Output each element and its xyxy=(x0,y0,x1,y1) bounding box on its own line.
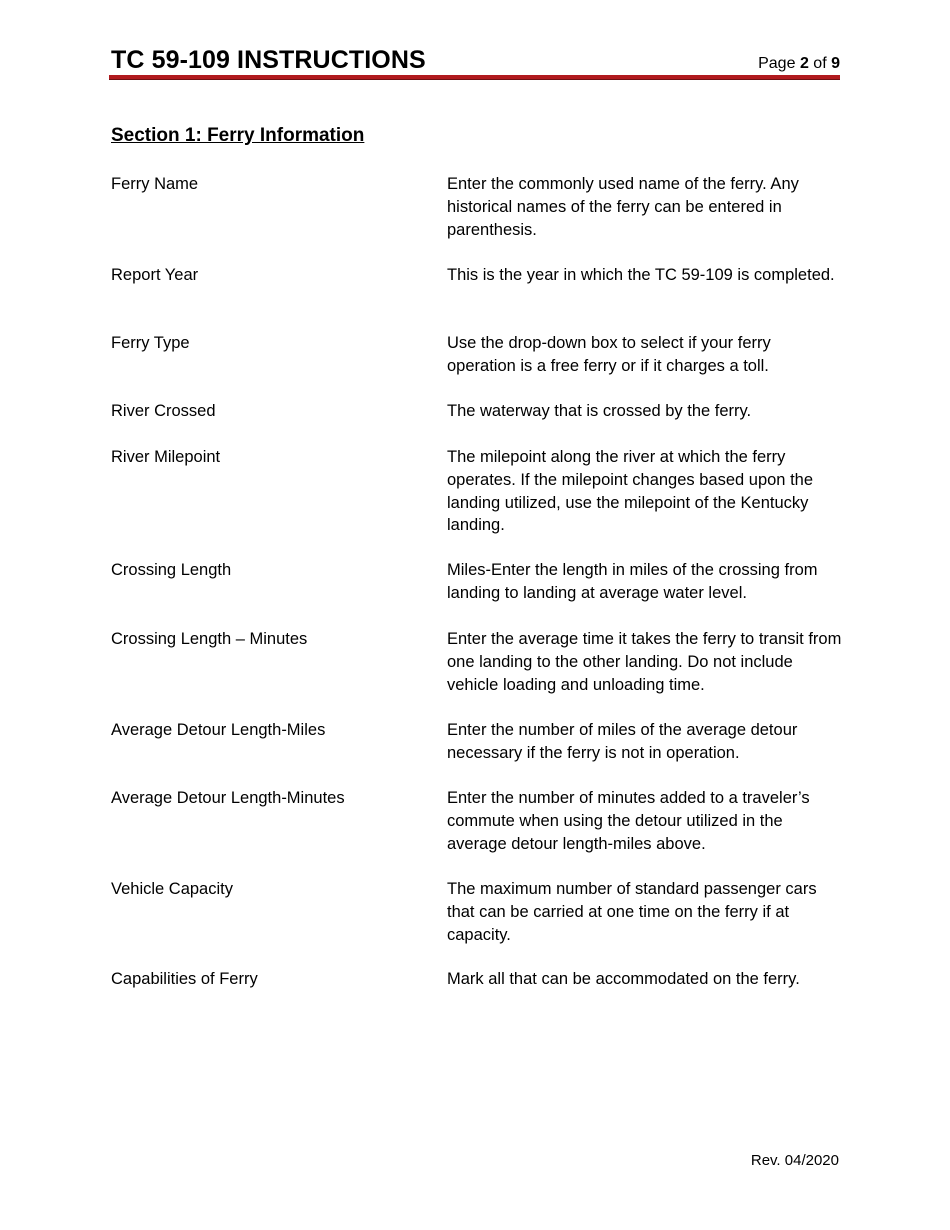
field-description: Enter the commonly used name of the ferry. Any historical names of the ferry can be entered in parenthesis. xyxy=(447,175,799,239)
page-of: of xyxy=(813,55,827,72)
field-label: River Crossed xyxy=(111,402,216,420)
field-label: Ferry Type xyxy=(111,334,190,352)
page-indicator xyxy=(758,55,840,73)
page-total: 9 xyxy=(831,55,840,72)
field-label: River Milepoint xyxy=(111,448,221,466)
page-current: 2 xyxy=(799,55,809,72)
field-label: Average Detour Length-Miles xyxy=(111,721,326,739)
field-label: Vehicle Capacity xyxy=(111,880,233,898)
field-description: Use the drop-down box to select if your ferry operation is a free ferry or if it charges a toll. xyxy=(447,334,771,375)
page-prefix: Page xyxy=(758,55,796,72)
field-description: Mark all that can be accommodated on the ferry. xyxy=(447,970,800,988)
field-label: Ferry Name xyxy=(111,175,199,193)
revision-date: Rev. 04/2020 xyxy=(750,1152,839,1169)
field-description: The milepoint along the river at which the ferry operates. If the milepoint changes based upon the landing utilized, use the milepoint of the Kentucky landing. xyxy=(447,448,814,535)
field-label: Report Year xyxy=(111,266,199,284)
section-title: Section 1: Ferry Information xyxy=(111,125,365,146)
field-description: The maximum number of standard passenger cars that can be carried at one time on the ferry if at capacity. xyxy=(447,880,817,944)
field-label: Capabilities of Ferry xyxy=(111,970,258,988)
field-description: Miles-Enter the length in miles of the crossing from landing to landing at average water level. xyxy=(447,561,818,602)
header-divider xyxy=(109,75,840,80)
field-description: Enter the number of minutes added to a traveler’s commute when using the detour utilized in the average detour length-miles above. xyxy=(447,789,810,853)
document-title: TC 59-109 INSTRUCTIONS xyxy=(111,46,426,74)
field-label: Crossing Length xyxy=(111,561,232,579)
field-label: Crossing Length – Minutes xyxy=(111,630,308,648)
field-description: Enter the average time it takes the ferry to transit from one landing to the other landing. Do not include vehicle loading and unloading time. xyxy=(447,630,842,694)
field-label: Average Detour Length-Minutes xyxy=(111,789,345,807)
field-description: This is the year in which the TC 59-109 is completed. xyxy=(447,266,835,284)
field-description: Enter the number of miles of the average detour necessary if the ferry is not in operation. xyxy=(447,721,798,762)
field-description: The waterway that is crossed by the ferry. xyxy=(447,402,752,420)
